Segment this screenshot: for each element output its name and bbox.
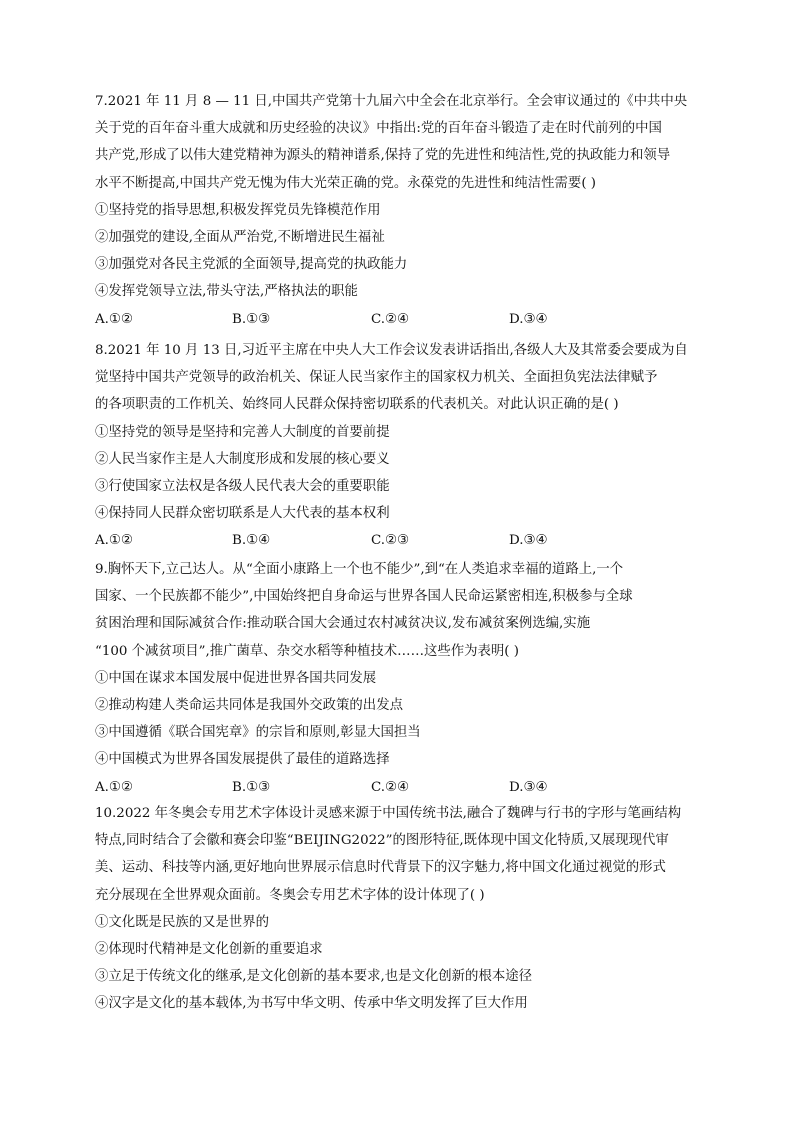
choice-b: B.①④	[232, 533, 271, 549]
question-8	[95, 337, 707, 555]
option-statement-1: ①中国在谋求本国发展中促进世界各国共同发展	[95, 670, 377, 686]
question-stem-line: 水平不断提高,中国共产党无愧为伟大光荣正确的党。永葆党的先进性和纯洁性需要( )	[95, 175, 597, 191]
question-stem-line: 关于党的百年奋斗重大成就和历史经验的决议》中指出:党的百年奋斗锻造了走在时代前列的中国	[95, 121, 662, 137]
question-7	[95, 88, 707, 333]
option-statement-2: ②推动构建人类命运共同体是我国外交政策的出发点	[95, 697, 403, 713]
question-stem-line: 9.胸怀天下,立己达人。从“全面小康路上一个也不能少”,到“在人类追求幸福的道路上,一个	[95, 562, 624, 577]
option-statement-1: ①坚持党的指导思想,积极发挥党员先锋模范作用	[95, 202, 381, 218]
option-statement-3: ③加强党对各民主党派的全面领导,提高党的执政能力	[95, 257, 408, 273]
question-10	[95, 800, 707, 1018]
question-stem-line: 充分展现在全世界观众面前。冬奥会专用艺术字体的设计体现了( )	[95, 887, 485, 903]
question-stem-line: 8.2021 年 10 月 13 日,习近平主席在中央人大工作会议发表讲话指出,各级人大及其常委会要成为自	[95, 343, 688, 358]
option-statement-3: ③中国遵循《联合国宪章》的宗旨和原则,彰显大国担当	[95, 725, 421, 741]
question-stem-line: 7.2021 年 11 月 8 — 11 日,中国共产党第十九届六中全会在北京举行。全会审议通过的《中共中央	[95, 94, 688, 109]
option-statement-3: ③行使国家立法权是各级人民代表大会的重要职能	[95, 478, 390, 494]
question-stem-line: 共产党,形成了以伟大建党精神为源头的精神谱系,保持了党的先进性和纯洁性,党的执政能力和领导	[95, 148, 671, 164]
choice-a: A.①②	[95, 533, 133, 549]
choice-d: D.③④	[509, 311, 548, 327]
answer-choices	[95, 306, 707, 333]
option-statement-1: ①文化既是民族的又是世界的	[95, 914, 270, 930]
choice-d: D.③④	[509, 779, 548, 795]
answer-choices	[95, 774, 707, 801]
question-stem-line: 国家、一个民族都不能少”,中国始终把自身命运与世界各国人民命运紧密相连,积极参与全球	[95, 589, 633, 605]
choice-c: C.②④	[371, 311, 410, 327]
question-stem-line: 贫困治理和国际减贫合作:推动联合国大会通过农村减贫决议,发布减贫案例选编,实施	[95, 616, 591, 632]
question-stem-line: 10.2022 年冬奥会专用艺术字体设计灵感来源于中国传统书法,融合了魏碑与行书的字形与笔画结构	[95, 806, 682, 821]
choice-a: A.①②	[95, 779, 133, 795]
choice-b: B.①③	[232, 311, 271, 327]
answer-choices	[95, 527, 707, 554]
option-statement-4: ④发挥党领导立法,带头守法,严格执法的职能	[95, 284, 358, 300]
question-stem-line: “100 个减贫项目”,推广菌草、杂交水稻等种植技术……这些作为表明( )	[95, 643, 520, 659]
question-stem-line: 美、运动、科技等内涵,更好地向世界展示信息时代背景下的汉字魅力,将中国文化通过视觉的形式	[95, 860, 666, 876]
option-statement-1: ①坚持党的领导是坚持和完善人大制度的首要前提	[95, 424, 390, 440]
question-stem-line: 觉坚持中国共产党领导的政治机关、保证人民当家作主的国家权力机关、全面担负宪法法律赋予	[95, 370, 658, 386]
choice-a: A.①②	[95, 311, 133, 327]
question-9	[95, 556, 707, 801]
option-statement-2: ②人民当家作主是人大制度形成和发展的核心要义	[95, 451, 390, 467]
choice-d: D.③④	[509, 533, 548, 549]
choice-c: C.②④	[371, 779, 410, 795]
option-statement-2: ②加强党的建设,全面从严治党,不断增进民生福祉	[95, 229, 385, 245]
option-statement-4: ④中国模式为世界各国发展提供了最佳的道路选择	[95, 752, 390, 768]
question-stem-line: 的各项职责的工作机关、始终同人民群众保持密切联系的代表机关。对此认识正确的是( )	[95, 397, 619, 413]
question-stem-line: 特点,同时结合了会徽和赛会印鉴“BEIJING2022”的图形特征,既体现中国文化特质,又展现现代审	[95, 833, 669, 849]
choice-c: C.②③	[371, 533, 410, 549]
option-statement-3: ③立足于传统文化的继承,是文化创新的基本要求,也是文化创新的根本途径	[95, 969, 533, 985]
option-statement-4: ④汉字是文化的基本载体,为书写中华文明、传承中华文明发挥了巨大作用	[95, 996, 528, 1012]
choice-b: B.①③	[232, 779, 271, 795]
option-statement-2: ②体现时代精神是文化创新的重要追求	[95, 941, 323, 957]
option-statement-4: ④保持同人民群众密切联系是人大代表的基本权利	[95, 506, 390, 522]
